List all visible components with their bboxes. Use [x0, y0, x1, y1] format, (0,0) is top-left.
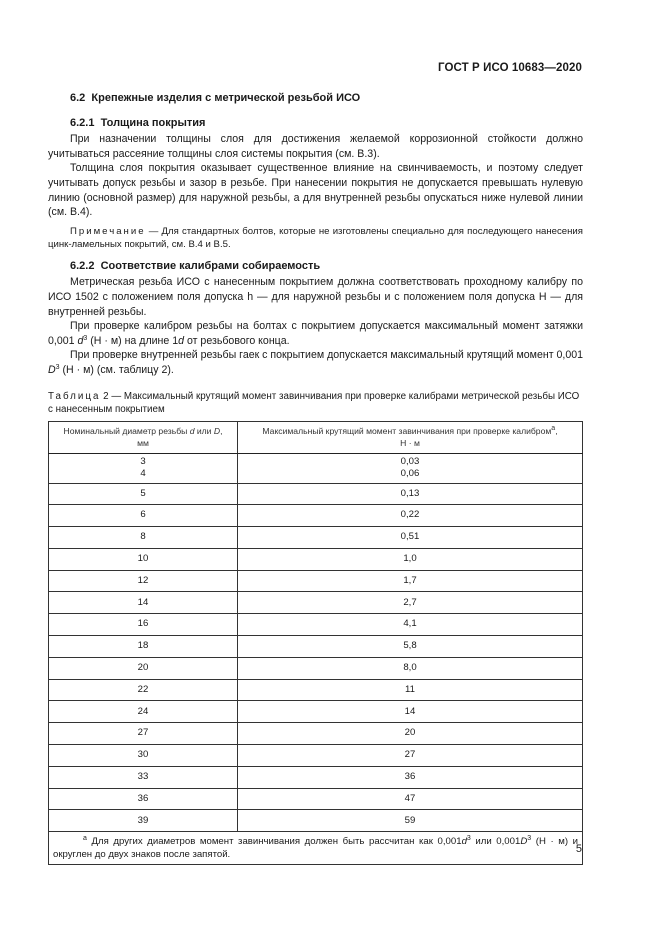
superscript: 3 — [527, 835, 532, 843]
note-text: — Для стандартных болтов, которые не изготовлены специально для последующего нанесения цинк-ламельных покрытий, см. В.4 и В.5. — [48, 225, 583, 251]
table-row — [49, 614, 583, 636]
table-row — [49, 679, 583, 701]
table-caption — [48, 390, 583, 417]
subsection-number: 6.2.1 — [70, 116, 95, 129]
cell-diameter — [49, 453, 238, 483]
cell-torque: 1,0 — [238, 548, 583, 570]
col-header-diameter: Номинальный диаметр резьбы d или D, мм — [49, 421, 238, 453]
cell-diameter: 20 — [49, 657, 238, 679]
cell-diameter: 33 — [49, 766, 238, 788]
table-row — [49, 570, 583, 592]
table-row — [49, 527, 583, 549]
cell-torque: 5,8 — [238, 636, 583, 658]
cell-diameter: 8 — [49, 527, 238, 549]
paragraph — [48, 319, 583, 348]
table-row — [49, 788, 583, 810]
subsection-heading-1 — [70, 116, 583, 131]
subsection-heading-2 — [70, 259, 583, 274]
superscript: 3 — [466, 835, 471, 843]
cell-torque: 0,51 — [238, 527, 583, 549]
header-text: Максимальный крутящий момент завинчивания при проверке калибром — [262, 426, 552, 436]
cell-value: 3 — [140, 456, 146, 467]
text-run: (Н · м) на длине 1 — [87, 334, 179, 347]
table-row — [49, 636, 583, 658]
footnote-text: (Н · м) и округлен до двух знаков после запятой. — [53, 836, 579, 861]
subsection-title: Соответствие калибрами собираемость — [100, 259, 321, 272]
cell-torque: 4,1 — [238, 614, 583, 636]
header-unit: мм — [137, 438, 149, 448]
symbol-d: d — [178, 334, 185, 347]
footnote-marker: a — [83, 835, 87, 843]
text-run: При проверке внутренней резьбы гаек с покрытием допускается максимальный крутящий момент 0,001 — [70, 349, 584, 362]
torque-table — [48, 421, 583, 866]
symbol-D: D — [520, 836, 528, 848]
symbol-d: d — [189, 426, 195, 436]
paragraph: Метрическая резьба ИСО с нанесенным покрытием должна соответствовать проходному калибру по ИСО 1502 с положением поля допуска h — для наружной резьбы и с положением поля допуска H — для внутренней резьбы. — [48, 276, 583, 318]
paragraph: При назначении толщины слоя для достижения желаемой коррозионной стойкости должно учитываться рассеяние толщины слоя системы покрытия (см. В.3). — [48, 133, 583, 160]
cell-value: 0,06 — [400, 468, 420, 479]
cell-diameter: 5 — [49, 483, 238, 505]
subsection-number: 6.2.2 — [70, 259, 95, 272]
header-text: Номинальный диаметр резьбы — [63, 426, 190, 436]
cell-torque: 2,7 — [238, 592, 583, 614]
symbol-d: d — [461, 836, 467, 848]
footnote-text: Для других диаметров момент завинчивания должен быть рассчитан как 0,001 — [86, 836, 462, 848]
table-row — [49, 505, 583, 527]
table-row — [49, 657, 583, 679]
header-unit: Н · м — [400, 438, 420, 448]
cell-diameter: 18 — [49, 636, 238, 658]
document-body — [48, 91, 583, 865]
table-row — [49, 766, 583, 788]
cell-torque: 47 — [238, 788, 583, 810]
subsection-title: Толщина покрытия — [100, 116, 206, 129]
paragraph — [48, 348, 583, 377]
section-number: 6.2 — [70, 92, 86, 104]
note — [48, 225, 583, 252]
cell-diameter: 14 — [49, 592, 238, 614]
cell-torque: 20 — [238, 723, 583, 745]
page-header-standard: ГОСТ Р ИСО 10683—2020 — [437, 62, 582, 74]
caption-text: 2 — Максимальный крутящий момент завинчивания при проверке калибрами метрической резьбы ИСО с нанесенным покрытием — [48, 390, 580, 415]
symbol-D: D — [213, 426, 221, 436]
cell-torque: 14 — [238, 701, 583, 723]
cell-diameter: 24 — [49, 701, 238, 723]
paragraph: Толщина слоя покрытия оказывает существенное влияние на свинчиваемость, и поэтому следует учитывать допуск резьбы и зазор в резьбе. При нанесении покрытия не допускается превышать нулевую линию (основной размер) для наружной резьбы, а для внутренней резьбы опускаться ниже нулевой линии (см. В.4). — [48, 162, 583, 219]
cell-diameter: 12 — [49, 570, 238, 592]
caption-label: Таблица — [48, 390, 101, 402]
superscript: 3 — [83, 334, 88, 342]
symbol-D: D — [48, 363, 56, 376]
table-row — [49, 701, 583, 723]
cell-torque: 0,22 — [238, 505, 583, 527]
superscript: 3 — [55, 363, 60, 371]
table-row — [49, 723, 583, 745]
cell-torque: 8,0 — [238, 657, 583, 679]
cell-diameter: 22 — [49, 679, 238, 701]
text-run: При проверке калибром резьбы на болтах с покрытием допускается максимальный момент затяжки 0,001 — [48, 320, 583, 347]
section-title: Крепежные изделия с метрической резьбой ИСО — [91, 92, 361, 104]
cell-torque: 11 — [238, 679, 583, 701]
cell-diameter: 6 — [49, 505, 238, 527]
col-header-torque: Максимальный крутящий момент завинчивания при проверке калибром$^a$, Н · м — [238, 421, 583, 453]
cell-diameter: 39 — [49, 810, 238, 832]
table-body — [49, 453, 583, 832]
table-row — [49, 453, 583, 483]
table-footnote — [49, 832, 583, 865]
cell-diameter: 10 — [49, 548, 238, 570]
cell-diameter: 16 — [49, 614, 238, 636]
cell-torque — [238, 453, 583, 483]
footnote-text: или 0,001 — [470, 836, 521, 848]
page-number: 5 — [575, 843, 582, 855]
header-text: или — [194, 426, 214, 436]
cell-torque: 59 — [238, 810, 583, 832]
cell-diameter: 27 — [49, 723, 238, 745]
cell-value: 4 — [140, 468, 146, 479]
text-run: (Н · м) (см. таблицу 2). — [59, 363, 174, 376]
table-row — [49, 483, 583, 505]
cell-diameter: 36 — [49, 788, 238, 810]
footnote-marker: a — [551, 425, 556, 432]
cell-torque: 1,7 — [238, 570, 583, 592]
table-row — [49, 592, 583, 614]
cell-torque: 0,13 — [238, 483, 583, 505]
text-run: от резьбового конца. — [184, 334, 290, 347]
section-heading — [70, 91, 583, 106]
table-row — [49, 745, 583, 767]
symbol-d: d — [77, 334, 84, 347]
cell-value: 0,03 — [400, 456, 420, 467]
table-footnote-row — [49, 832, 583, 865]
cell-torque: 27 — [238, 745, 583, 767]
cell-diameter: 30 — [49, 745, 238, 767]
table-row — [49, 810, 583, 832]
note-label: Примечание — [70, 225, 146, 237]
table-row — [49, 548, 583, 570]
cell-torque: 36 — [238, 766, 583, 788]
